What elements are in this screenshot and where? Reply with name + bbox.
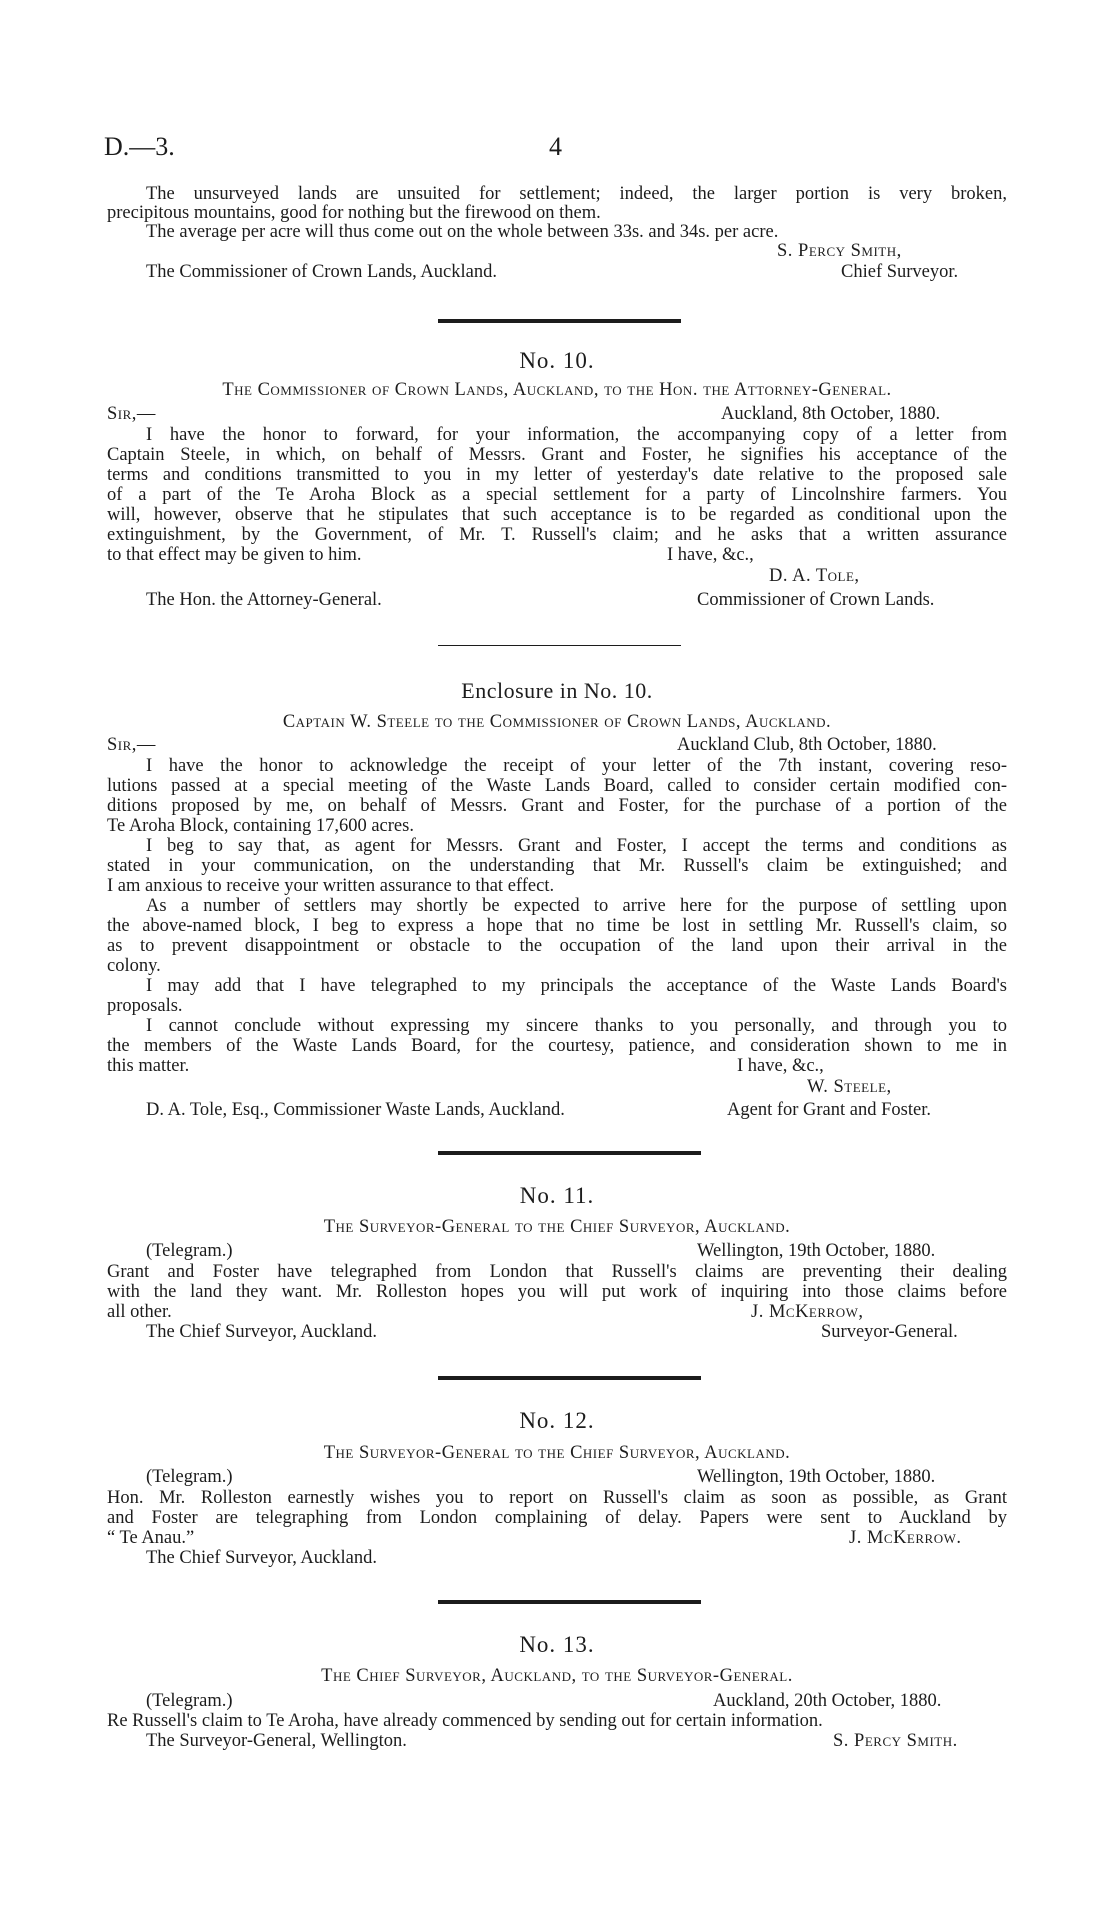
letter-title: The Chief Surveyor, Auckland, to the Surveyor-General. [321, 1666, 793, 1686]
addressee: The Surveyor-General, Wellington. [146, 1731, 407, 1751]
signature-name: W. Steele, [807, 1077, 892, 1097]
enclosure-heading: Enclosure in No. 10. [461, 678, 653, 703]
body-line: Grant and Foster have telegraphed from London that Russell's claims are preventing their dealing [107, 1262, 1007, 1282]
letter-date: Auckland Club, 8th October, 1880. [677, 735, 937, 755]
letter-date: Auckland, 20th October, 1880. [713, 1691, 942, 1711]
body-line: the members of the Waste Lands Board, for the courtesy, patience, and consideration shown to me in [107, 1036, 1007, 1056]
body-line: to that effect may be given to him. [107, 545, 362, 565]
body-line: ditions proposed by me, on behalf of Messrs. Grant and Foster, for the purchase of a portion of the [107, 796, 1007, 816]
body-line: the above-named block, I beg to express a hope that no time be lost in settling Mr. Russell's claim, so [107, 916, 1007, 936]
signature-name: J. McKerrow. [849, 1528, 962, 1548]
body-line: I beg to say that, as agent for Messrs. Grant and Foster, I accept the terms and conditions as [146, 836, 1007, 856]
section-divider [438, 1151, 701, 1155]
letter-number: No. 11. [519, 1183, 595, 1208]
intro-line: precipitous mountains, good for nothing but the firewood on them. [107, 203, 601, 223]
signature-title: Surveyor-General. [821, 1322, 958, 1342]
body-line: proposals. [107, 996, 183, 1016]
body-line: Te Aroha Block, containing 17,600 acres. [107, 816, 414, 836]
telegram-label: (Telegram.) [146, 1691, 233, 1711]
body-line: with the land they want. Mr. Rolleston hopes you will put work of inquiring into those claims before [107, 1282, 1007, 1302]
signature-title: Commissioner of Crown Lands. [697, 590, 935, 610]
body-line: colony. [107, 956, 161, 976]
body-line: terms and conditions transmitted to you in my letter of yesterday's date relative to the proposed sale [107, 465, 1007, 485]
section-divider [438, 1376, 701, 1380]
page-number: 4 [549, 132, 562, 161]
letter-number: No. 12. [519, 1408, 595, 1433]
letter-number: No. 10. [519, 348, 595, 373]
body-line: “ Te Anau.” [107, 1528, 195, 1548]
telegram-label: (Telegram.) [146, 1467, 233, 1487]
body-line: as to prevent disappointment or obstacle to the occupation of the land upon their arrival in the [107, 936, 1007, 956]
letter-date: Wellington, 19th October, 1880. [697, 1241, 936, 1261]
letter-title: Captain W. Steele to the Commissioner of Crown Lands, Auckland. [282, 712, 832, 732]
salutation: Sir,— [107, 404, 156, 424]
addressee: The Chief Surveyor, Auckland. [146, 1322, 377, 1342]
letter-date: Wellington, 19th October, 1880. [697, 1467, 936, 1487]
body-line: As a number of settlers may shortly be expected to arrive here for the purpose of settling upon [146, 896, 1007, 916]
intro-line: The unsurveyed lands are unsuited for settlement; indeed, the larger portion is very broken, [146, 184, 1007, 204]
signature-name: J. McKerrow, [751, 1302, 864, 1322]
letter-title: The Surveyor-General to the Chief Surveyor, Auckland. [323, 1443, 791, 1463]
closing: I have, &c., [667, 545, 754, 565]
body-line: I have the honor to forward, for your information, the accompanying copy of a letter from [146, 425, 1007, 445]
body-line: extinguishment, by the Government, of Mr. T. Russell's claim; and he asks that a written assurance [107, 525, 1007, 545]
letter-number: No. 13. [519, 1632, 595, 1657]
body-line: lutions passed at a special meeting of the Waste Lands Board, called to consider certain modified con- [107, 776, 1007, 796]
section-divider [438, 319, 681, 323]
signature-name: S. Percy Smith. [833, 1731, 958, 1751]
body-line: Hon. Mr. Rolleston earnestly wishes you to report on Russell's claim as soon as possible, as Grant [107, 1488, 1007, 1508]
signature-title: Agent for Grant and Foster. [727, 1100, 931, 1120]
body-line: and Foster are telegraphing from London complaining of delay. Papers were sent to Auckland by [107, 1508, 1007, 1528]
body-line: Re Russell's claim to Te Aroha, have already commenced by sending out for certain information. [107, 1711, 823, 1731]
letter-date: Auckland, 8th October, 1880. [721, 404, 941, 424]
telegram-label: (Telegram.) [146, 1241, 233, 1261]
body-line: I have the honor to acknowledge the receipt of your letter of the 7th instant, covering reso- [146, 756, 1007, 776]
addressee: D. A. Tole, Esq., Commissioner Waste Lands, Auckland. [146, 1100, 565, 1120]
addressee: The Hon. the Attorney-General. [146, 590, 382, 610]
signature-title: Chief Surveyor. [841, 262, 959, 282]
body-line: Captain Steele, in which, on behalf of Messrs. Grant and Foster, he signifies his acceptance of the [107, 445, 1007, 465]
body-line: of a part of the Te Aroha Block as a special settlement for a party of Lincolnshire farmers. You [107, 485, 1007, 505]
addressee: The Chief Surveyor, Auckland. [146, 1548, 377, 1568]
body-line: all other. [107, 1302, 172, 1322]
body-line: will, however, observe that he stipulates that such acceptance is to be regarded as conditional upon the [107, 505, 1007, 525]
body-line: I cannot conclude without expressing my sincere thanks to you personally, and through you to [146, 1016, 1007, 1036]
body-line: I am anxious to receive your written assurance to that effect. [107, 876, 555, 896]
signature-name: S. Percy Smith, [777, 241, 902, 261]
salutation: Sir,— [107, 735, 156, 755]
addressee: The Commissioner of Crown Lands, Auckland. [146, 262, 497, 282]
body-line: stated in your communication, on the understanding that Mr. Russell's claim be extinguished; and [107, 856, 1007, 876]
letter-title: The Surveyor-General to the Chief Surveyor, Auckland. [323, 1217, 791, 1237]
letter-title: The Commissioner of Crown Lands, Auckland, to the Hon. the Attorney-General. [222, 380, 892, 400]
section-divider [438, 645, 681, 646]
body-line: this matter. [107, 1056, 190, 1076]
section-divider [438, 1600, 701, 1604]
body-line: I may add that I have telegraphed to my principals the acceptance of the Waste Lands Board's [146, 976, 1007, 996]
signature-name: D. A. Tole, [769, 566, 860, 586]
closing: I have, &c., [737, 1056, 824, 1076]
intro-line: The average per acre will thus come out on the whole between 33s. and 34s. per acre. [146, 222, 779, 242]
document-reference: D.—3. [104, 132, 175, 161]
